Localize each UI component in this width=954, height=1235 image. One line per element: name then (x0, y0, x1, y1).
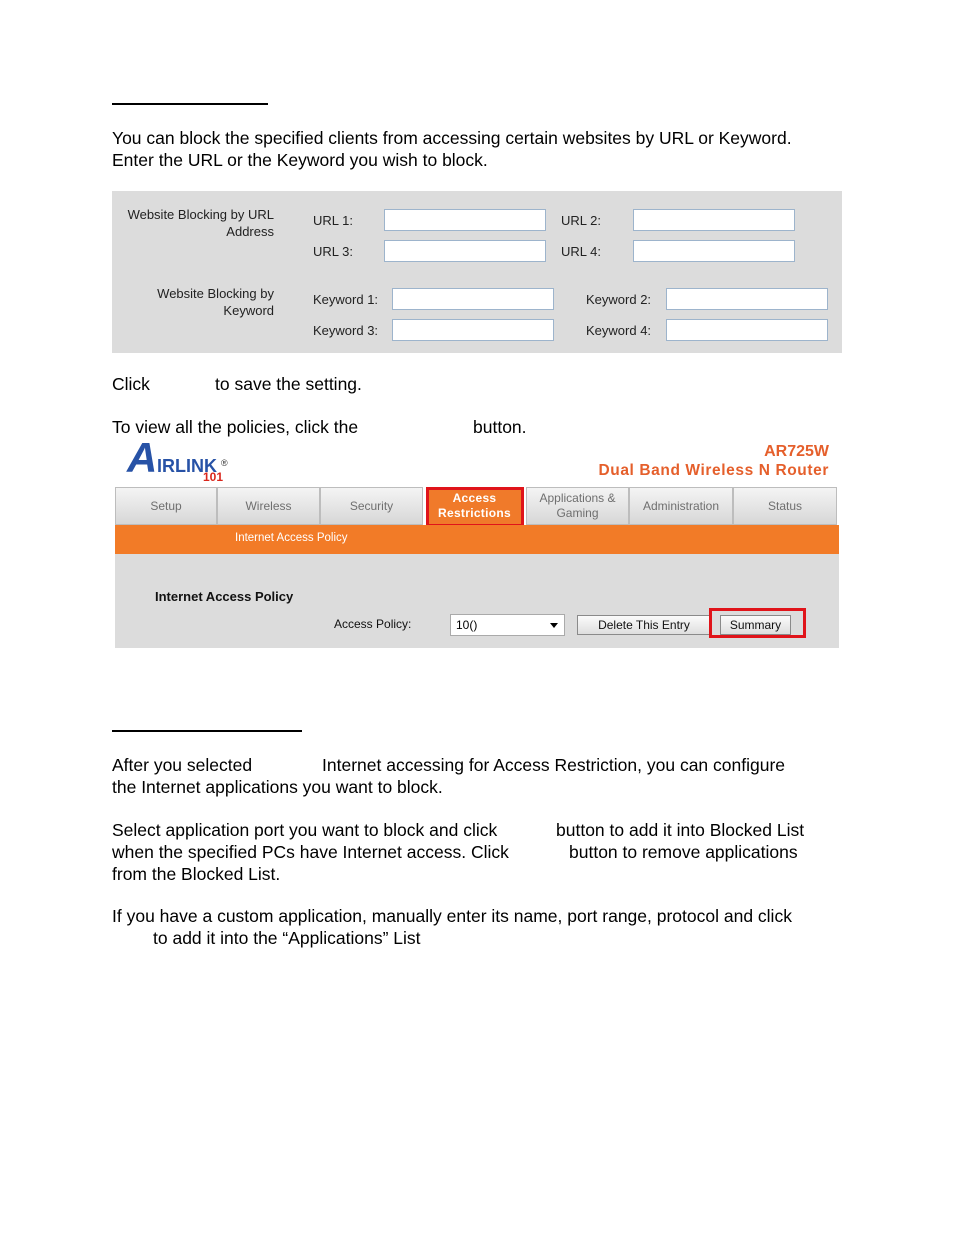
s2-p3-line1: If you have a custom application, manually enter its name, port range, protocol and click (112, 906, 792, 926)
s2-p2-line1-b: button to add it into Blocked List (556, 820, 805, 840)
tab-applications-gaming[interactable] (526, 487, 629, 525)
summary-text-before: To view all the policies, click the (112, 417, 359, 437)
logo-registered: ® (221, 458, 228, 468)
url4-label: URL 4: (561, 244, 601, 259)
url4-input[interactable] (633, 240, 795, 262)
keyword4-input[interactable] (666, 319, 828, 341)
keyword-blocking-label (157, 285, 274, 319)
s2-p2-line3: from the Blocked List. (112, 864, 281, 884)
tab-setup-label: Setup (150, 498, 182, 513)
s2-p1-line2: the Internet applications you want to block. (112, 777, 443, 797)
tab-security-label: Security (349, 498, 394, 513)
tab-access-restrictions-line1: Access (452, 491, 497, 505)
keyword3-input[interactable] (392, 319, 554, 341)
subnav-internet-access-policy[interactable]: Internet Access Policy (235, 532, 348, 544)
product-name: Dual Band Wireless N Router (598, 462, 829, 479)
tab-wireless-label: Wireless (245, 498, 292, 513)
save-text-before: Click (112, 374, 150, 394)
keyword-blocking-label-line2: Keyword (223, 303, 274, 318)
url2-input[interactable] (633, 209, 795, 231)
url-blocking-label-line2: Address (226, 224, 274, 239)
keyword2-label: Keyword 2: (586, 292, 652, 307)
access-policy-label: Access Policy: (334, 617, 412, 631)
url2-label: URL 2: (561, 213, 601, 228)
policy-section-title: Internet Access Policy (155, 589, 294, 604)
s2-p1-line1-a: After you selected (112, 755, 253, 775)
tab-applications-line1: Applications & (539, 491, 616, 505)
s2-p3-line2: to add it into the “Applications” List (153, 928, 421, 948)
url1-label: URL 1: (313, 213, 353, 228)
s2-p1-line1-b: Internet accessing for Access Restriction, you can configure (322, 755, 786, 775)
subnav-bar (115, 525, 839, 554)
summary-button-highlight (709, 608, 806, 638)
access-policy-value: 10() (456, 618, 478, 632)
access-restrictions-highlight (426, 487, 524, 527)
tab-status-label: Status (767, 498, 803, 513)
url-blocking-label (128, 206, 274, 240)
keyword2-input[interactable] (666, 288, 828, 310)
section1-heading-underline (112, 103, 268, 105)
url-blocking-label-line1: Website Blocking by URL (127, 207, 274, 222)
keyword1-label: Keyword 1: (313, 292, 379, 307)
s2-p2-line2-b: button to remove applications (569, 842, 798, 862)
model-number: AR725W (764, 443, 829, 460)
url3-input[interactable] (384, 240, 546, 262)
intro-line-1: You can block the specified clients from accessing certain websites by URL or Keyword. (112, 128, 792, 148)
tab-access-restrictions-line2: Restrictions (438, 506, 511, 520)
save-text-after: to save the setting. (215, 374, 362, 394)
product-heading (598, 442, 829, 480)
intro-line-2: Enter the URL or the Keyword you wish to block. (112, 150, 488, 170)
section2-heading-underline (112, 730, 302, 732)
s2-p2-line1-a: Select application port you want to block and click (112, 820, 498, 840)
keyword4-label: Keyword 4: (586, 323, 652, 338)
delete-entry-button[interactable]: Delete This Entry (577, 615, 711, 635)
tab-status[interactable] (733, 487, 837, 525)
url1-input[interactable] (384, 209, 546, 231)
chevron-down-icon (550, 623, 558, 628)
keyword3-label: Keyword 3: (313, 323, 379, 338)
keyword-blocking-label-line1: Website Blocking by (157, 286, 274, 301)
router-screenshot (115, 436, 839, 648)
tab-security[interactable] (320, 487, 423, 525)
keyword1-input[interactable] (392, 288, 554, 310)
logo-letter: A (127, 434, 158, 481)
s2-p2-line2-a: when the specified PCs have Internet access. Click (112, 842, 509, 862)
logo-number: 101 (203, 470, 224, 484)
logo-text: IRLINK (157, 456, 217, 476)
summary-text-after: button. (473, 417, 527, 437)
website-blocking-panel (112, 191, 842, 353)
tab-wireless[interactable] (217, 487, 320, 525)
tab-administration-label: Administration (642, 498, 720, 513)
summary-button[interactable]: Summary (720, 615, 791, 635)
tab-setup[interactable] (115, 487, 217, 525)
url3-label: URL 3: (313, 244, 353, 259)
airlink-logo (127, 436, 247, 486)
tab-administration[interactable] (629, 487, 733, 525)
tab-applications-line2: Gaming (556, 506, 599, 520)
access-policy-select[interactable] (450, 614, 565, 636)
